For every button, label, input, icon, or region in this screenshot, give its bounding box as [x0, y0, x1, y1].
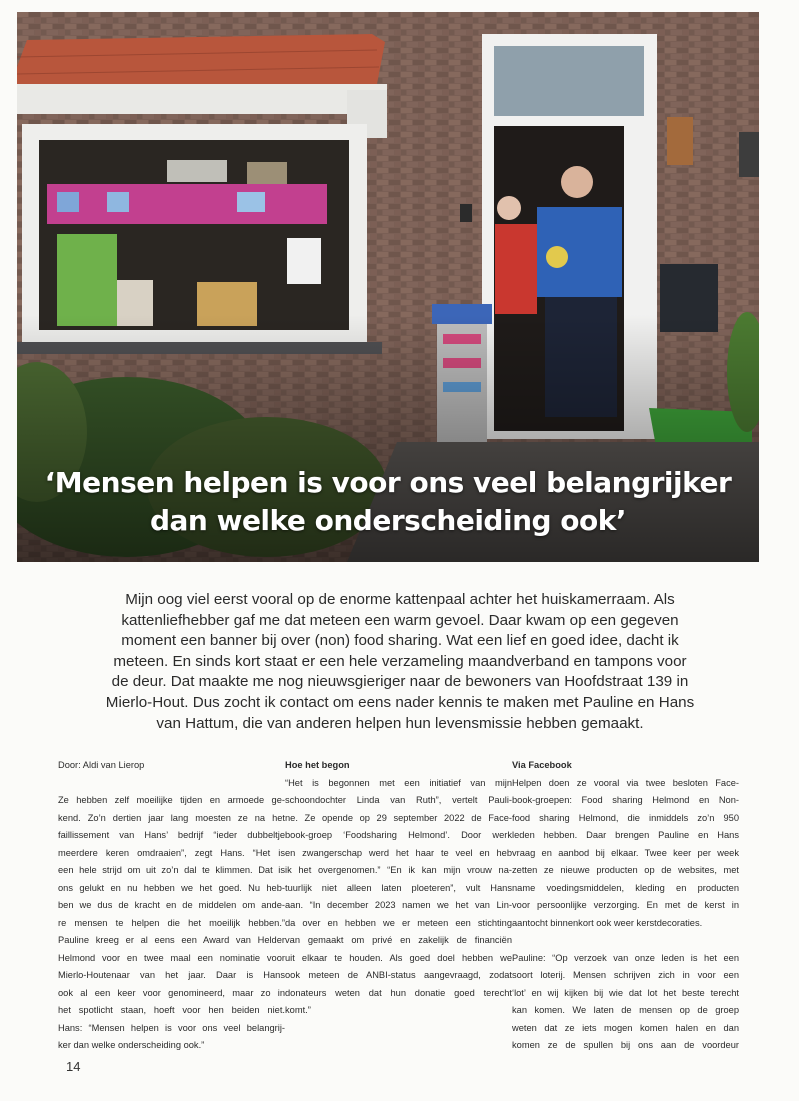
- body-line: aantocht binnenkort ook weer kerstdecoraties.: [512, 917, 703, 928]
- intro-line: Mijn oog viel eerst vooral op de enorme kattenpaal achter het huiskamerraam. Als: [125, 591, 675, 608]
- body-line: uit elkaar te houden. Als goed doel hebben we: [285, 952, 512, 963]
- body-line: tuurlijk niet alleen laten ploeteren”, vult Hans: [285, 882, 512, 893]
- section-heading: Via Facebook: [512, 760, 572, 770]
- body-line: ker dan welke onderscheiding ook.”: [58, 1040, 205, 1050]
- body-line: Helmond voor en twee maal een nominatie voor: [58, 952, 285, 963]
- body-line: aan. “In december 2023 namen we het van Lin-: [285, 900, 512, 910]
- intro-paragraph: [104, 590, 696, 734]
- intro-line: de deur. Dat maakte me nog nieuwsgieriger naar de bewoners van Hoofdstraat 139 in: [111, 673, 689, 691]
- headline: [17, 464, 759, 540]
- intro-line: van Hattum, die van anderen helpen hun levensmissie hebben gemaakt.: [156, 714, 644, 732]
- body-line: re mensen te helpen die het moeilijk hebben.”: [58, 917, 285, 928]
- byline: Door: Aldi van Lierop: [58, 760, 145, 770]
- column-1: [58, 757, 285, 1055]
- body-line: Pauline: “Op verzoek van onze leden is het een: [512, 952, 739, 963]
- headline-line-2: dan welke onderscheiding ook’: [149, 504, 627, 537]
- body-line: book-groep ‘Foodsharing Helmond’. Door werk: [285, 830, 512, 840]
- spacer: [512, 932, 739, 950]
- section-heading: Hoe het begon: [285, 760, 350, 770]
- body-line: Hans: “Mensen helpen is voor ons veel belangrij-: [58, 1022, 285, 1033]
- body-line: ik het overgenomen.” “En ik kan mijn vrouw na-: [285, 865, 512, 875]
- body-line: leden hebben. Daar brengen Pauline en Hans: [512, 830, 739, 840]
- body-line: voor persoonlijke verzorging. En met de kerst in: [512, 900, 739, 910]
- body-line: “Het is begonnen met een initiatief van mijn: [285, 777, 512, 788]
- body-line: een hele strijd om uit zo’n dal te klimmen. Dat is: [58, 865, 285, 875]
- column-2: [285, 757, 512, 1020]
- body-line: en zwangerschap werd het haar te veel en heb: [285, 847, 512, 858]
- intro-line: moment een banner bij over (non) food sharing. Wat een lief en goed idee, dacht ik: [121, 632, 679, 650]
- body-line: vraag en aanbod bij elkaar. Twee keer per week: [512, 847, 739, 858]
- body-line: ook al een keer voor genomineerd, maar zo in: [58, 987, 285, 998]
- body-line: het spotlicht staan, hoeft voor hen beiden niet.: [58, 1005, 285, 1015]
- column-3: [512, 757, 739, 1055]
- body-line: ne. Ze opende op 29 september 2022 de Face-: [285, 812, 512, 823]
- body-line: komen ze de spullen bij ons aan de voordeur: [512, 1040, 739, 1050]
- body-line: ‘lot’ en wij kijken bij wie dat lot het beste terecht: [512, 987, 739, 998]
- body-line: kan komen. We laten de mensen op de groep: [512, 1005, 739, 1015]
- hero-photo: [17, 12, 759, 562]
- body-line: name voedingsmiddelen, kleding en producten: [512, 882, 739, 893]
- body-line: donateurs weten dat hun donatie goed terecht: [285, 987, 512, 998]
- body-line: meerdere keren omdraaien”, zegt Hans. “Het is: [58, 847, 285, 858]
- spacer: [58, 775, 285, 793]
- body-line: food sharing Helmond, die inmiddels zo’n 950: [512, 812, 739, 823]
- intro-line: Mierlo-Hout. Dus zocht ik contact om eens nader kennis te maken met Pauline en Hans: [105, 693, 695, 711]
- body-line: van gemaakt om privé en zakelijk de financiën: [285, 935, 512, 945]
- body-line: Pauline kreeg er al eens een Award van Helder: [58, 935, 285, 945]
- body-line: Mierlo-Houtenaar van het jaar. Daar is Hans: [58, 970, 285, 980]
- body-line: book-groepen: Food sharing Helmond en Non-: [512, 795, 739, 805]
- body-line: kend. Zo’n dertien jaar lang moesten ze na het: [58, 812, 285, 823]
- body-line: komt.”: [285, 1005, 311, 1015]
- page-number: 14: [66, 1059, 81, 1074]
- body-line: ons gelukt en nu hebben we het goed. Nu heb-: [58, 882, 285, 893]
- body-line: zetten ze nieuwe producten op de websites, met: [512, 865, 739, 875]
- intro-line: meteen. En sinds kort staat er een hele verzameling maandverband en tampons voor: [113, 652, 687, 670]
- body-line: Helpen doen ze vooral via twee besloten Face-: [512, 777, 739, 788]
- body-line: Ze hebben zelf moeilijke tijden en armoede ge-: [58, 795, 285, 805]
- body-line: faillissement van Hans’ bedrijf “ieder dubbeltje: [58, 830, 285, 840]
- headline-line-1: ‘Mensen helpen is voor ons veel belangrijker: [44, 466, 732, 499]
- body-line: ben we dus de kracht en de middelen om ande-: [58, 900, 285, 910]
- body-line: schoondochter Linda van Ruth”, vertelt Pauli-: [285, 795, 512, 805]
- intro-line: kattenliefhebber gaf me dat meteen een warm gevoel. Daar kwam op een gegeven: [121, 611, 679, 629]
- body-line: da over en hebben we er meteen een stichting: [285, 917, 512, 928]
- body-line: soort loterij. Mensen schrijven zich in voor een: [512, 970, 739, 980]
- body-line: weten dat ze iets mogen komen halen en dan: [512, 1022, 739, 1033]
- body-line: ook meteen de ANBI-status aangevraagd, zodat: [285, 970, 512, 980]
